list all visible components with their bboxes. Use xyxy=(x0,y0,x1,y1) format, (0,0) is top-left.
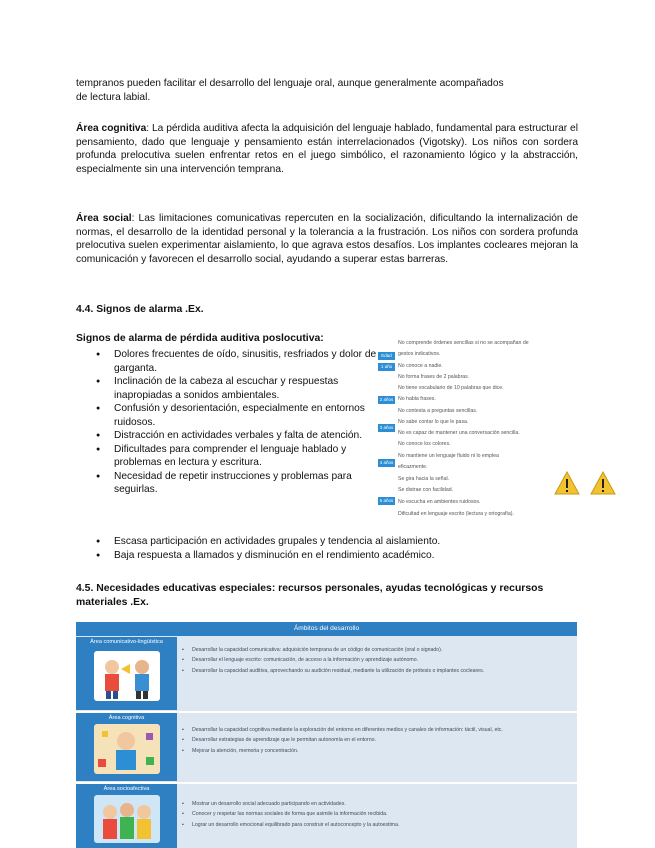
figure-row: No comprende órdenes sencillas si no se acompañan de xyxy=(398,340,529,346)
warning-icon xyxy=(590,471,616,495)
intro-line-1: tempranos pueden facilitar el desarrollo del lenguaje oral, aunque generalmente acompañados xyxy=(76,78,504,89)
list-item: ● Confusión y desorientación, especialmente en entornos ruidosos. xyxy=(76,402,378,429)
table-section-title: Área cognitiva xyxy=(108,715,145,721)
intro-line-2: de lectura labial. xyxy=(76,91,151,103)
section-45-heading: 4.5. Necesidades educativas especiales: recursos personales, ayudas tecnológicas y recursos materiales .Ex. xyxy=(76,583,544,608)
list-item: ● Dolores frecuentes de oído, sinusitis, resfriados y dolor de garganta. xyxy=(76,348,378,375)
table-section-title: Área socioafectiva xyxy=(103,786,150,792)
figure-row: No es capaz de mantener una conversación sencilla. xyxy=(398,430,520,436)
age-badge: 2 años xyxy=(379,397,394,402)
figure-row: eficazmente. xyxy=(398,464,428,470)
figure-row: No mantiene un lenguaje fluido ni lo emplea xyxy=(398,453,499,459)
list-item: ● Escasa participación en actividades grupales y tendencia al aislamiento. xyxy=(76,535,578,549)
signos-list-wide xyxy=(76,535,578,562)
social-text: : Las limitaciones comunicativas repercuten en la socialización, dificultando la internalización de normas, el desarrollo de la identidad personal y la tolerancia a la frustración. Los niños con sordera profunda prelocutiva suelen experimentar aislamiento, lo que agrava estos desafíos. Los implantes cocleares mejoran la comunicación y favorecen el desarrollo social, ayudando a superar estas barreras. xyxy=(76,213,578,265)
table-item: ▪ Desarrollar la capacidad cognitiva mediante la exploración del entorno en diferentes medios y canales de información: táctil, visual, etc. xyxy=(178,727,577,734)
cognitiva-label: Área cognitiva xyxy=(76,123,147,134)
signos-list xyxy=(76,348,378,497)
age-badge: Edad xyxy=(378,352,395,360)
figure-row: No habla frases. xyxy=(398,396,436,402)
list-item: ● Distracción en actividades verbales y falta de atención. xyxy=(76,429,378,443)
figure-row: No tiene vocabulario de 10 palabras que dice. xyxy=(398,385,504,391)
table-section-title-cell xyxy=(76,637,177,710)
figure-row: No forma frases de 2 palabras. xyxy=(398,374,470,380)
table-section-title-cell xyxy=(76,713,177,781)
table-item: ▪ Mejorar la atención, memoria y concentración. xyxy=(178,748,577,755)
figure-row: No escucha en ambientes ruidosos. xyxy=(398,499,481,505)
list-item: ● Dificultades para comprender el lenguaje hablado y problemas en lectura y escritura. xyxy=(76,443,378,470)
signos-title: Signos de alarma de pérdida auditiva poslocutiva: xyxy=(76,333,324,344)
table-item: ▪ Desarrollar el lenguaje escrito: comunicación, de acceso a la información y aprendizaje autónomo. xyxy=(178,657,577,664)
table-item: ▪ Desarrollar la capacidad comunicativa: adquisición temprana de un código de comunicación (oral o signado). xyxy=(178,647,577,654)
table-section-content xyxy=(178,727,577,758)
figure-row: gestos indicativos. xyxy=(398,351,441,357)
table-section-content xyxy=(178,647,577,678)
table-item: ▪ Mostrar un desarrollo social adecuado participando en actividades. xyxy=(178,801,577,808)
figure-row: Se distrae con facilidad. xyxy=(398,487,454,493)
social-paragraph xyxy=(76,212,578,266)
age-badge: 4 años xyxy=(379,460,394,465)
table-item: ▪ Conocer y respetar las normas sociales de forma que asimile la información recibida. xyxy=(178,811,577,818)
cognitiva-text: : La pérdida auditiva afecta la adquisición del lenguaje hablado, fundamental para estructurar el pensamiento, dado que lenguaje y pensamiento están interrelacionados (Vigotsky). Los niños con sordera profunda prelocutiva suelen enfrentar retos en el juego simbólico, el razonamiento lógico y la abstracción, especialmente sin una intervención temprana. xyxy=(76,123,578,175)
warning-icon xyxy=(554,471,580,495)
table-item: ▪ Desarrollar estrategias de aprendizaje que le permitan autonomía en el entorno. xyxy=(178,737,577,744)
social-label: Área social xyxy=(76,213,132,224)
alarm-signs-figure xyxy=(378,339,614,525)
table-section-title-cell xyxy=(76,784,177,848)
cognitiva-paragraph xyxy=(76,122,578,176)
figure-row: Dificultad en lenguaje escrito (lectura y ortografía). xyxy=(398,511,514,517)
table-section-title: Área comunicativo-lingüística xyxy=(90,639,163,645)
table-item: ▪ Lograr un desarrollo emocional equilibrado para construir el autoconcepto y la autoestima. xyxy=(178,822,577,829)
figure-row: No sabe contar lo que le pasa. xyxy=(398,419,469,425)
table-item: ▪ Desarrollar la capacidad auditiva, aprovechando su audición residual, mediante la utilización de prótesis o implantes cocleares. xyxy=(178,668,577,675)
child-playing-illustration xyxy=(76,721,177,779)
table-header: Ámbitos del desarrollo xyxy=(76,622,577,636)
intro-paragraph xyxy=(76,77,578,104)
child-speaking-illustration xyxy=(76,645,177,705)
age-badge: 3 años xyxy=(379,425,394,430)
figure-row: No conoce a nadie. xyxy=(398,363,443,369)
list-item: ● Baja respuesta a llamados y disminución en el rendimiento académico. xyxy=(76,549,578,563)
figure-row: No contesta a preguntas sencillas. xyxy=(398,408,478,414)
age-badge: 5 años xyxy=(379,498,394,503)
children-group-illustration xyxy=(76,792,177,846)
list-item: ● Inclinación de la cabeza al escuchar y respuestas inapropiadas a sonidos ambientales. xyxy=(76,375,378,402)
age-badge: 1 año xyxy=(378,363,395,371)
development-table xyxy=(76,622,577,848)
figure-row: No conoce los colores. xyxy=(398,441,451,447)
table-section-content xyxy=(178,801,577,832)
figure-row: Se gira hacia la señal. xyxy=(398,476,450,482)
list-item: ● Necesidad de repetir instrucciones y problemas para seguirlas. xyxy=(76,470,378,497)
section-44-heading: 4.4. Signos de alarma .Ex. xyxy=(76,304,204,315)
